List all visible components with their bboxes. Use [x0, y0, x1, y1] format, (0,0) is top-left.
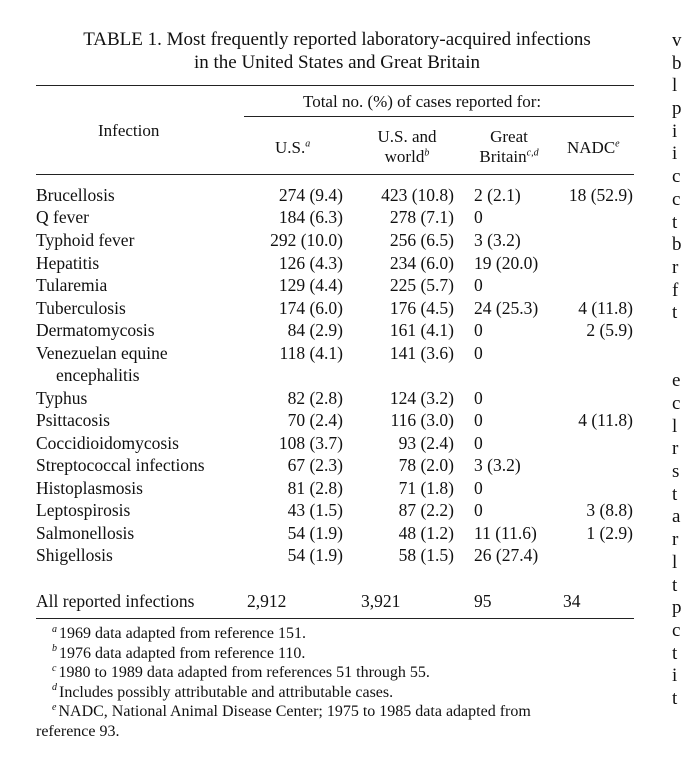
row-usworld-value: 48 (1.2) — [398, 523, 454, 543]
margin-letter — [672, 325, 684, 348]
header-us-label: U.S. — [275, 138, 306, 157]
footnote-d-mark: d — [52, 682, 57, 694]
row-name: Q fever — [36, 207, 89, 227]
row-name: Dermatomycosis — [36, 320, 155, 340]
row-usworld-value: 78 (2.0) — [398, 455, 454, 475]
row-us-value: 174 (6.0) — [278, 298, 343, 318]
row-name: Brucellosis — [36, 185, 115, 205]
row-usworld-value: 161 (4.1) — [389, 320, 454, 340]
margin-letter: i — [672, 665, 678, 687]
row-usworld-value: 93 (2.4) — [398, 433, 454, 453]
row-usworld-value: 71 (1.8) — [398, 478, 454, 498]
margin-letter: t — [672, 574, 678, 596]
margin-letter: v — [672, 30, 682, 51]
footnote-e-continued: reference 93. — [36, 722, 120, 740]
table-caption — [36, 28, 638, 74]
row-usworld-value: 141 (3.6) — [389, 343, 454, 363]
header-gb-line-2: Britain — [479, 147, 527, 166]
row-gb-value: 0 — [474, 478, 483, 498]
row-us-value: 129 (4.4) — [278, 275, 343, 295]
header-nadc-mark: e — [615, 138, 620, 150]
table-bottom-rule — [36, 618, 634, 619]
margin-letter: l — [672, 75, 678, 97]
row-nadc-value: 4 (11.8) — [578, 298, 633, 318]
row-name: Histoplasmosis — [36, 478, 143, 498]
margin-letter: b — [672, 234, 682, 256]
footnote-c-text: 1980 to 1989 data adapted from references 51 through 55. — [58, 664, 430, 681]
footnote-e-text: NADC, National Animal Disease Center; 1975 to 1985 data adapted from — [58, 703, 531, 720]
row-nadc-value: 3 (8.8) — [586, 500, 633, 520]
row-name: Tularemia — [36, 275, 108, 295]
footnote-a-mark: a — [52, 623, 57, 635]
table-caption-line-1: TABLE 1. Most frequently reported laboratory-acquired infections — [83, 29, 591, 50]
margin-letter: a — [672, 506, 681, 528]
row-usworld-value: 278 (7.1) — [389, 207, 454, 227]
footnote-b-text: 1976 data adapted from reference 110. — [59, 644, 306, 662]
table-footnotes — [36, 624, 646, 741]
row-usworld-value: 225 (5.7) — [389, 275, 454, 295]
row-nadc-value: 4 (11.8) — [578, 410, 633, 430]
row-us-value: 54 (1.9) — [287, 545, 343, 565]
row-us-value: 81 (2.8) — [287, 478, 343, 498]
row-usworld-value: 87 (2.2) — [398, 500, 454, 520]
margin-letter: r — [672, 438, 679, 460]
row-name: Streptococcal infections — [36, 455, 205, 475]
row-gb-value: 3 (3.2) — [474, 230, 521, 250]
row-nadc-value: 18 (52.9) — [568, 185, 633, 205]
footnote-d — [36, 683, 646, 703]
row-usworld-value: 423 (10.8) — [381, 185, 454, 205]
row-gb-value: 0 — [474, 500, 483, 520]
header-nadc-label: NADC — [567, 138, 616, 157]
row-us-value: 67 (2.3) — [287, 455, 343, 475]
margin-letter: l — [672, 551, 678, 573]
row-usworld-value: 256 (6.5) — [389, 230, 454, 250]
row-gb-value: 11 (11.6) — [474, 523, 537, 543]
row-usworld-value: 176 (4.5) — [389, 298, 454, 318]
margin-letter: t — [672, 302, 678, 324]
row-gb-value: 0 — [474, 410, 483, 430]
footnote-b — [36, 644, 646, 664]
row-gb-value: 0 — [474, 433, 483, 453]
footnote-b-mark: b — [52, 643, 57, 655]
row-name: Tuberculosis — [36, 298, 126, 318]
row-name: Venezuelan equine — [36, 343, 168, 363]
margin-letter: s — [672, 461, 680, 483]
row-us-value: 126 (4.3) — [278, 253, 343, 273]
footnote-d-text: Includes possibly attributable and attributable cases. — [59, 683, 394, 701]
header-usworld-line-1: U.S. and — [377, 127, 437, 146]
row-name-continued: encephalitis — [56, 365, 140, 385]
row-us-value: 118 (4.1) — [279, 343, 343, 363]
row-gb-value: 0 — [474, 207, 483, 227]
header-usworld-line-2: world — [384, 147, 425, 166]
row-name: Coccidioidomycosis — [36, 433, 179, 453]
margin-letter: f — [672, 279, 679, 301]
row-gb-value: 3 (3.2) — [474, 455, 521, 475]
total-usworld: 3,921 — [361, 591, 401, 611]
row-us-value: 274 (9.4) — [278, 185, 343, 205]
margin-letter: e — [672, 370, 681, 392]
margin-letter: c — [672, 188, 681, 210]
margin-letter — [672, 348, 684, 371]
header-gb-line-1: Great — [490, 127, 528, 146]
margin-letter: t — [672, 483, 678, 505]
margin-letter: i — [672, 120, 678, 142]
header-group-label: Total no. (%) of cases reported for: — [303, 92, 542, 111]
header-nadc — [567, 138, 620, 158]
row-usworld-value: 116 (3.0) — [390, 410, 454, 430]
margin-letter: c — [672, 393, 681, 414]
total-us: 2,912 — [247, 591, 287, 611]
row-us-value: 82 (2.8) — [287, 388, 343, 408]
margin-letter: p — [672, 597, 682, 619]
margin-letter: l — [672, 415, 678, 437]
header-group-rule — [244, 116, 634, 117]
footnote-c — [36, 663, 646, 683]
margin-letter: p — [672, 98, 682, 120]
margin-letter: t — [672, 687, 678, 709]
footnote-c-mark: c — [52, 662, 57, 674]
row-nadc-value: 1 (2.9) — [586, 523, 633, 543]
row-usworld-value: 58 (1.5) — [398, 545, 454, 565]
total-label: All reported infections — [36, 591, 195, 611]
margin-letter: r — [672, 256, 679, 278]
row-us-value: 54 (1.9) — [287, 523, 343, 543]
row-gb-value: 24 (25.3) — [474, 298, 539, 318]
header-gb-mark: c,d — [526, 147, 539, 159]
footnote-a — [36, 624, 646, 644]
margin-letter: r — [672, 529, 679, 551]
row-name: Shigellosis — [36, 545, 113, 565]
total-nadc: 34 — [563, 591, 581, 611]
header-us — [275, 138, 310, 158]
margin-letter: b — [672, 52, 682, 74]
row-us-value: 108 (3.7) — [278, 433, 343, 453]
header-great-britain — [466, 127, 552, 167]
row-gb-value: 2 (2.1) — [474, 185, 521, 205]
row-usworld-value: 234 (6.0) — [389, 253, 454, 273]
header-infection: Infection — [98, 121, 160, 140]
margin-letter: c — [672, 166, 681, 188]
total-great-britain: 95 — [474, 591, 492, 611]
row-nadc-value: 2 (5.9) — [586, 320, 633, 340]
margin-letter: c — [672, 619, 681, 641]
row-us-value: 70 (2.4) — [287, 410, 343, 430]
table-header-rule — [36, 174, 634, 175]
row-usworld-value: 124 (3.2) — [389, 388, 454, 408]
footnote-e — [36, 702, 646, 722]
row-name: Typhoid fever — [36, 230, 135, 250]
row-gb-value: 19 (20.0) — [474, 253, 539, 273]
table-top-rule — [36, 85, 634, 86]
row-us-value: 84 (2.9) — [287, 320, 343, 340]
margin-letter: t — [672, 211, 678, 233]
margin-letter: i — [672, 143, 678, 165]
row-gb-value: 0 — [474, 343, 483, 363]
header-usworld-mark: b — [424, 147, 430, 159]
footnote-e-mark: e — [52, 701, 57, 713]
row-name: Typhus — [36, 388, 88, 408]
row-gb-value: 0 — [474, 275, 483, 295]
adjacent-column-fragment — [672, 30, 684, 711]
footnote-a-text: 1969 data adapted from reference 151. — [59, 625, 306, 642]
margin-letter: t — [672, 642, 678, 664]
row-us-value: 184 (6.3) — [278, 207, 343, 227]
row-us-value: 43 (1.5) — [287, 500, 343, 520]
row-us-value: 292 (10.0) — [270, 230, 343, 250]
row-name: Psittacosis — [36, 410, 110, 430]
row-name: Salmonellosis — [36, 523, 135, 543]
row-gb-value: 26 (27.4) — [474, 545, 539, 565]
table-caption-line-2: in the United States and Great Britain — [194, 52, 480, 73]
row-gb-value: 0 — [474, 320, 483, 340]
header-us-mark: a — [305, 138, 311, 150]
header-usworld — [362, 127, 452, 167]
row-gb-value: 0 — [474, 388, 483, 408]
row-name: Leptospirosis — [36, 500, 131, 520]
row-name: Hepatitis — [36, 253, 100, 273]
